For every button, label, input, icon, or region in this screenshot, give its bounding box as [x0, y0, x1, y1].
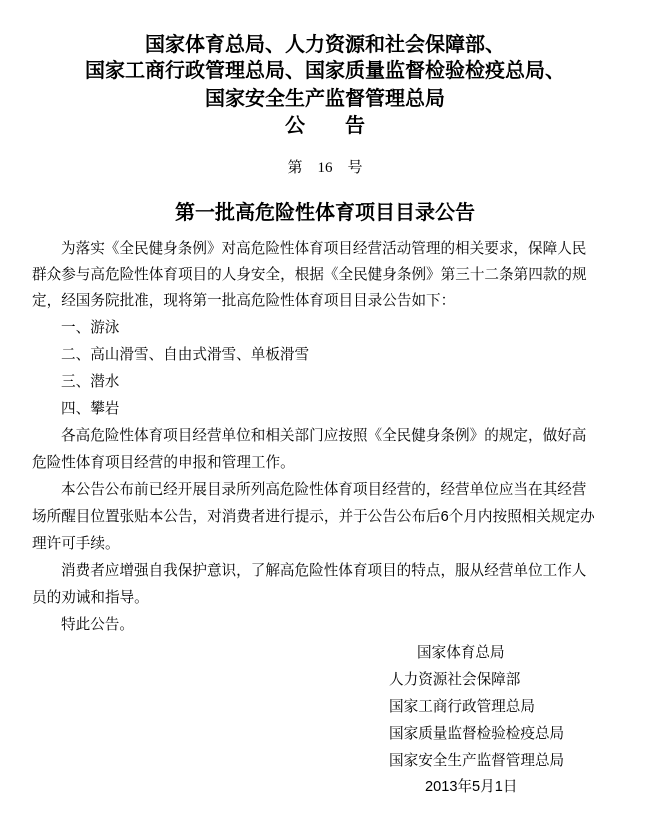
announcement-label: 公 告: [285, 115, 365, 137]
paragraph-line: 员的劝诫和指导。: [32, 590, 149, 606]
paragraph-line: 各高危险性体育项目经营单位和相关部门应按照《全民健身条例》的规定，做好高: [61, 428, 587, 444]
closing-line: 特此公告。: [61, 617, 134, 633]
signatory-org: 国家体育总局: [417, 645, 505, 661]
signatory-org: 国家工商行政管理总局: [389, 699, 535, 715]
signature-date: 2013年5月1日: [425, 779, 518, 795]
list-item: 三、潜水: [61, 374, 120, 390]
list-item: 一、游泳: [61, 320, 120, 336]
issuer-line-3: 国家安全生产监督管理总局: [205, 88, 445, 110]
paragraph-line: 定，经国务院批准，现将第一批高危险性体育项目目录公告如下：: [32, 293, 456, 309]
signatory-org: 国家安全生产监督管理总局: [389, 753, 565, 769]
issuer-line-1: 国家体育总局、人力资源和社会保障部、: [145, 34, 505, 56]
paragraph-line: 危险性体育项目经营的申报和管理工作。: [32, 455, 295, 471]
document-title: 第一批高危险性体育项目目录公告: [175, 202, 475, 224]
paragraph-line: 本公告公布前已经开展目录所列高危险性体育项目经营的，经营单位应当在其经营: [61, 482, 587, 498]
issuer-line-2: 国家工商行政管理总局、国家质量监督检验检疫总局、: [85, 60, 565, 82]
list-item: 二、高山滑雪、自由式滑雪、单板滑雪: [61, 347, 310, 363]
paragraph-line: 场所醒目位置张贴本公告，对消费者进行提示，并于公告公布后6个月内按照相关规定办: [32, 509, 595, 525]
signatory-org: 国家质量监督检验检疫总局: [389, 726, 565, 742]
list-item: 四、攀岩: [61, 401, 120, 417]
paragraph-line: 群众参与高危险性体育项目的人身安全，根据《全民健身条例》第三十二条第四款的规: [32, 267, 587, 283]
paragraph-line: 消费者应增强自我保护意识，了解高危险性体育项目的特点，服从经营单位工作人: [61, 563, 587, 579]
paragraph-line: 理许可手续。: [32, 536, 120, 552]
paragraph-line: 为落实《全民健身条例》对高危险性体育项目经营活动管理的相关要求，保障人民: [61, 241, 587, 257]
document-number: 第 16 号: [287, 160, 363, 176]
signatory-org: 人力资源社会保障部: [389, 672, 521, 688]
